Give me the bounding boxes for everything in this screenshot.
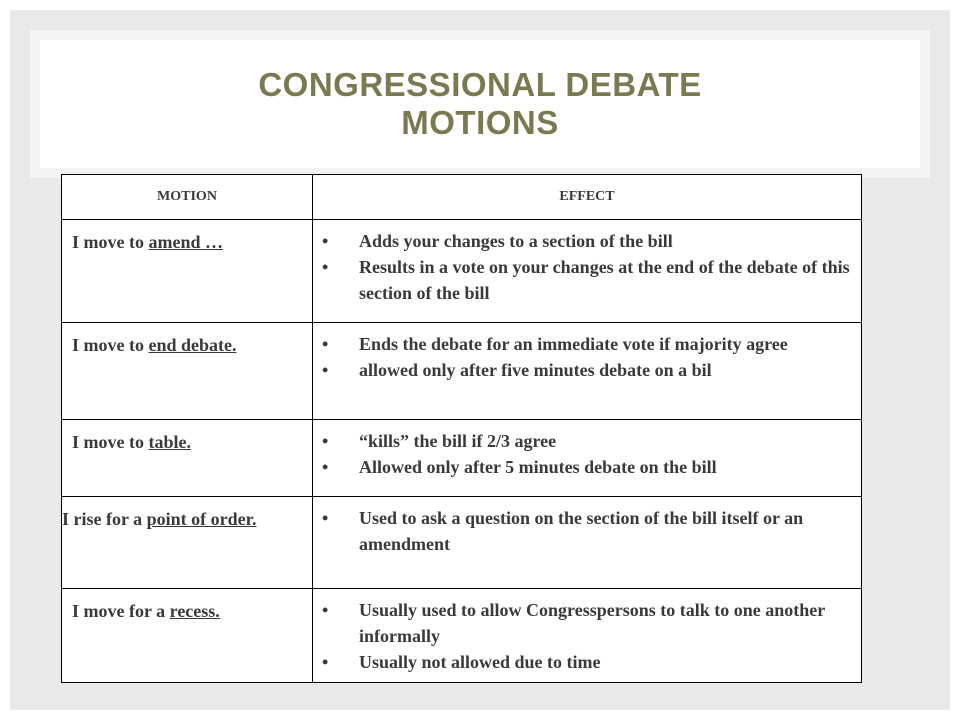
motion-cell: [62, 497, 313, 589]
motion-phrase: end debate.: [148, 335, 237, 355]
table-header-row: [62, 175, 862, 220]
header-motion: MOTION: [62, 175, 313, 220]
table-row: [62, 497, 862, 589]
effect-item: • Ends the debate for an immediate vote if majority agree: [321, 331, 851, 357]
motion-cell: [62, 220, 313, 323]
effect-cell: [313, 589, 862, 683]
table-row: [62, 420, 862, 497]
effect-cell: [313, 497, 862, 589]
motion-phrase: recess.: [169, 601, 220, 621]
effect-item: • Usually not allowed due to time: [321, 649, 851, 675]
effect-item: • Usually used to allow Congresspersons to talk to one another informally: [321, 597, 851, 649]
slide-title: [40, 40, 920, 168]
effect-cell: [313, 220, 862, 323]
effect-item: • Adds your changes to a section of the bill: [321, 228, 851, 254]
effect-list: [321, 331, 851, 383]
header-effect: EFFECT: [313, 175, 862, 220]
motion-prefix: I move to: [72, 335, 149, 355]
effect-list: [321, 505, 851, 557]
table-row: [62, 220, 862, 323]
motion-phrase: point of order.: [146, 509, 257, 529]
effect-item: • Used to ask a question on the section of the bill itself or an amendment: [321, 505, 851, 557]
title-band: [30, 30, 930, 178]
motion-prefix: I rise for a: [62, 509, 147, 529]
motion-cell: [62, 589, 313, 683]
effect-item: • Results in a vote on your changes at the end of the debate of this section of the bill: [321, 254, 851, 306]
effect-cell: [313, 323, 862, 420]
effect-list: [321, 597, 851, 675]
motion-phrase: amend …: [148, 232, 223, 252]
effect-cell: [313, 420, 862, 497]
title-line-1: CONGRESSIONAL DEBATE: [258, 66, 702, 103]
effect-item: • Allowed only after 5 minutes debate on the bill: [321, 454, 851, 480]
effect-list: [321, 428, 851, 480]
effect-item: • “kills” the bill if 2/3 agree: [321, 428, 851, 454]
table-row: [62, 589, 862, 683]
motion-prefix: I move to: [72, 232, 149, 252]
motion-prefix: I move for a: [72, 601, 170, 621]
motions-table: [61, 174, 862, 683]
effect-item: • allowed only after five minutes debate on a bil: [321, 357, 851, 383]
table-row: [62, 323, 862, 420]
title-line-2: MOTIONS: [401, 104, 559, 141]
motion-phrase: table.: [148, 432, 191, 452]
motion-cell: [62, 323, 313, 420]
motion-cell: [62, 420, 313, 497]
motion-prefix: I move to: [72, 432, 149, 452]
effect-list: [321, 228, 851, 306]
